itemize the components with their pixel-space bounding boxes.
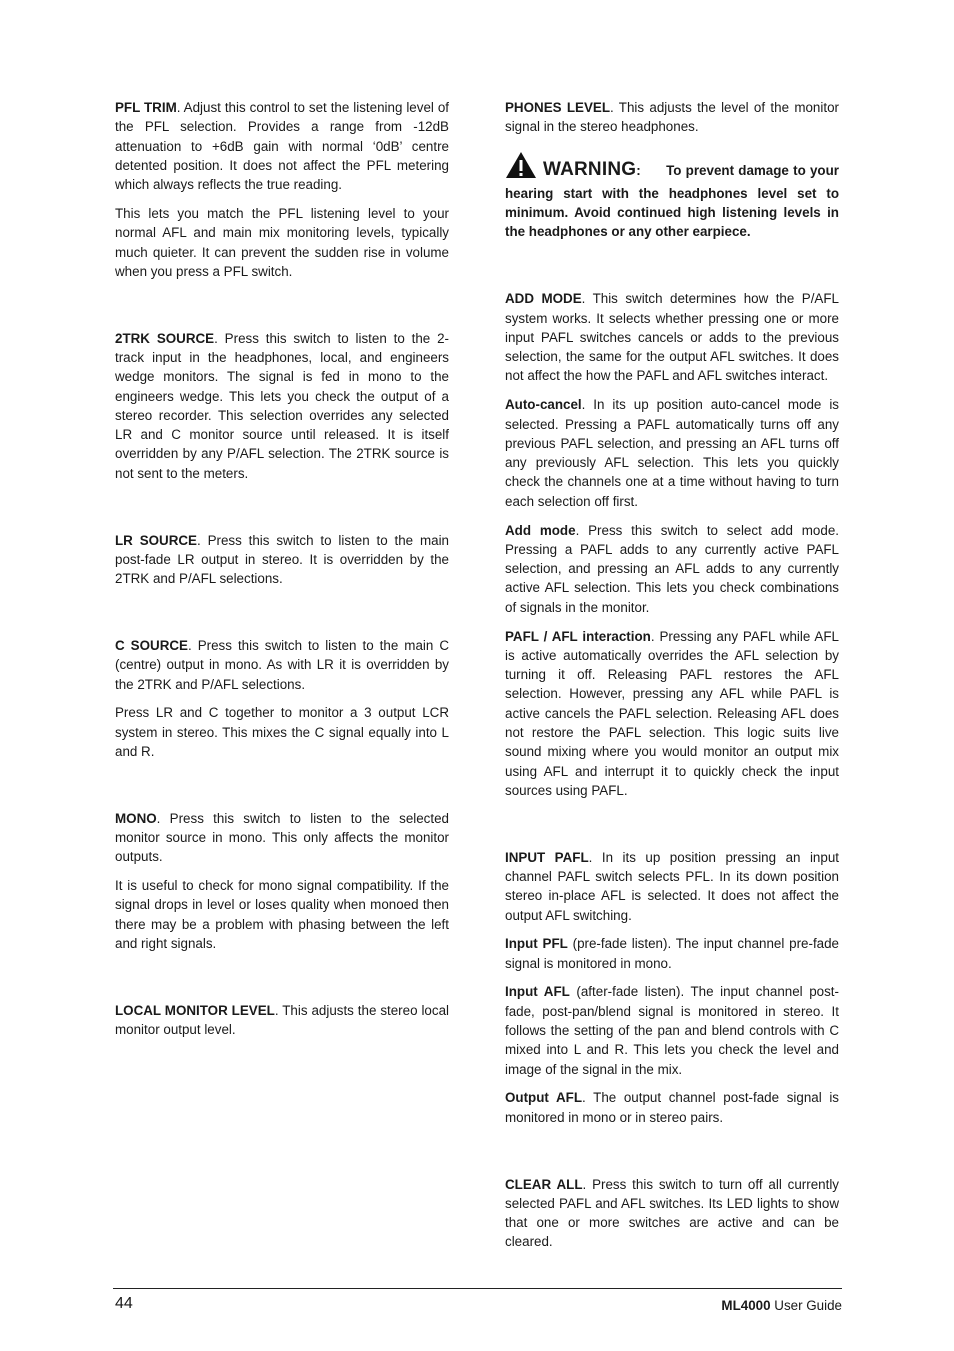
add-mode-paragraph bbox=[505, 289, 839, 385]
pfl-trim-text: . Adjust this control to set the listening level of the PFL selection. Provides a range from -12dB attenuation to +6dB gain with normal ‘0dB’ centre detented position. It does not affect the PFL metering which always reflects the true reading. bbox=[115, 100, 449, 193]
add-mode-sub-heading: Add mode bbox=[505, 522, 576, 538]
pfl-trim-paragraph bbox=[115, 98, 449, 194]
warning-paragraph bbox=[505, 151, 839, 242]
auto-cancel-text: . In its up position auto-cancel mode is selected. Pressing a PAFL automatically turns off any previous PAFL selection, and pressing an AFL turns off any previously AFL selection. This lets you quickly check the channels one at a time without having to turn each selection off first. bbox=[505, 397, 839, 509]
add-mode-heading: ADD MODE bbox=[505, 291, 582, 307]
product-name: ML4000 bbox=[721, 1298, 771, 1313]
pfl-trim-paragraph-2: This lets you match the PFL listening level to your normal AFL and main mix monitoring levels, typically much quieter. It can prevent the sudden rise in volume when you press a PFL switch. bbox=[115, 205, 449, 279]
c-source-text: . Press this switch to listen to the main C (centre) output in mono. As with LR it is overridden by the 2TRK and P/AFL selections. bbox=[115, 637, 449, 692]
guide-label: User Guide bbox=[770, 1298, 842, 1313]
clear-all-heading: CLEAR ALL bbox=[505, 1176, 583, 1192]
input-afl-heading: Input AFL bbox=[505, 984, 570, 1000]
input-pfl-text: (pre-fade listen). The input channel pre-fade signal is monitored in mono. bbox=[505, 936, 840, 971]
input-pafl-paragraph bbox=[505, 848, 839, 925]
footer-rule bbox=[113, 1288, 842, 1289]
pafl-afl-paragraph bbox=[505, 627, 839, 801]
add-mode-sub-text: . Press this switch to select add mode. Pressing a PAFL adds to any currently active PAFL selection, and pressing an AFL adds to any currently active AFL selection. This lets you check combinations of signals in the monitor. bbox=[505, 522, 839, 615]
pfl-trim-heading: PFL TRIM bbox=[115, 100, 177, 115]
warning-colon: : bbox=[636, 162, 641, 178]
lr-source-text: . Press this switch to listen to the main post-fade LR output in stereo. It is overridden by the 2TRK and P/AFL selections. bbox=[115, 532, 449, 587]
auto-cancel-paragraph bbox=[505, 395, 839, 511]
right-column bbox=[505, 98, 839, 1261]
add-mode-text: . This switch determines how the P/AFL system works. It selects whether pressing one or more input PAFL switches cancels or adds to the previous selection, the same for the output AFL switches. It does not affect the how the PAFL and AFL switches interact. bbox=[505, 291, 839, 384]
warning-label: WARNING bbox=[543, 158, 637, 180]
pafl-afl-text: . Pressing any PAFL while AFL is active automatically overrides the AFL selection by turning it off. Releasing PAFL restores the AFL selection. However, pressing any AFL while PAFL is active cancels the PAFL selection. Releasing AFL does not restore the PAFL selection. This logic suits live sound mixing where you would monitor an output mix using AFL and interrupt it to quickly check the input sources using PAFL. bbox=[505, 628, 839, 798]
input-pfl-paragraph bbox=[505, 934, 839, 973]
c-source-heading: C SOURCE bbox=[115, 637, 188, 653]
output-afl-heading: Output AFL bbox=[505, 1090, 583, 1106]
left-column bbox=[115, 98, 449, 1049]
lr-source-paragraph bbox=[115, 531, 449, 589]
mono-text: . Press this switch to listen to the selected monitor source in mono. This only affects the monitor outputs. bbox=[115, 810, 449, 865]
auto-cancel-heading: Auto-cancel bbox=[505, 397, 582, 413]
warning-text: To prevent damage to your hearing start with the headphones level set to minimum. Avoid continued high listening levels in the headphones or any other earpiece. bbox=[505, 162, 839, 240]
local-monitor-text: . This adjusts the stereo local monitor output level. bbox=[115, 1002, 449, 1038]
input-pfl-heading: Input PFL bbox=[505, 936, 568, 952]
2trk-source-paragraph bbox=[115, 329, 449, 483]
add-mode-sub-paragraph bbox=[505, 521, 839, 617]
local-monitor-paragraph bbox=[115, 1001, 449, 1040]
lr-source-heading: LR SOURCE bbox=[115, 532, 197, 548]
warning-triangle-icon bbox=[505, 151, 537, 184]
c-source-paragraph bbox=[115, 636, 449, 694]
2trk-source-heading: 2TRK SOURCE bbox=[115, 330, 215, 346]
c-source-paragraph-2: Press LR and C together to monitor a 3 output LCR system in stereo. This mixes the C signal equally into L and R. bbox=[115, 705, 449, 759]
phones-level-paragraph bbox=[505, 98, 839, 137]
output-afl-paragraph bbox=[505, 1088, 839, 1127]
mono-heading: MONO bbox=[115, 810, 157, 826]
phones-level-text: . This adjusts the level of the monitor signal in the stereo headphones. bbox=[505, 100, 839, 135]
input-pafl-text: . In its up position pressing an input channel PAFL switch selects PFL. In its down position stereo in-place AFL is selected. It does not affect the output AFL switching. bbox=[505, 849, 839, 923]
mono-paragraph bbox=[115, 809, 449, 867]
output-afl-text: . The output channel post-fade signal is monitored in mono or in stereo pairs. bbox=[505, 1090, 839, 1125]
phones-level-heading: PHONES LEVEL bbox=[505, 100, 611, 115]
2trk-source-text: . Press this switch to listen to the 2-track input in the headphones, local, and engineers wedge monitors. The signal is fed in mono to the engineers wedge. This lets you check the output of a stereo recorder. This selection overrides any selected LR and C monitor source until released. It is itself overridden by any P/AFL selection. The 2TRK source is not sent to the meters. bbox=[115, 330, 449, 481]
page-number: 44 bbox=[115, 1295, 133, 1312]
input-pafl-heading: INPUT PAFL bbox=[505, 849, 589, 865]
pafl-afl-heading: PAFL / AFL interaction bbox=[505, 628, 651, 644]
mono-paragraph-2: It is useful to check for mono signal compatibility. If the signal drops in level or loses quality when monoed then there may be a problem with phasing between the left and right signals. bbox=[115, 878, 449, 951]
input-afl-text: (after-fade listen). The input channel post-fade, post-pan/blend signal is monitored in stereo. It follows the setting of the pan and blend controls with C mixed into L and R. This lets you check the level and image of the signal in the mix. bbox=[505, 984, 839, 1077]
clear-all-text: . Press this switch to turn off all currently selected PAFL and AFL switches. Its LED lights to show that one or more switches are active and can be cleared. bbox=[505, 1176, 839, 1250]
local-monitor-heading: LOCAL MONITOR LEVEL bbox=[115, 1002, 275, 1018]
clear-all-paragraph bbox=[505, 1175, 839, 1252]
footer-title bbox=[721, 1298, 842, 1313]
input-afl-paragraph bbox=[505, 982, 839, 1078]
